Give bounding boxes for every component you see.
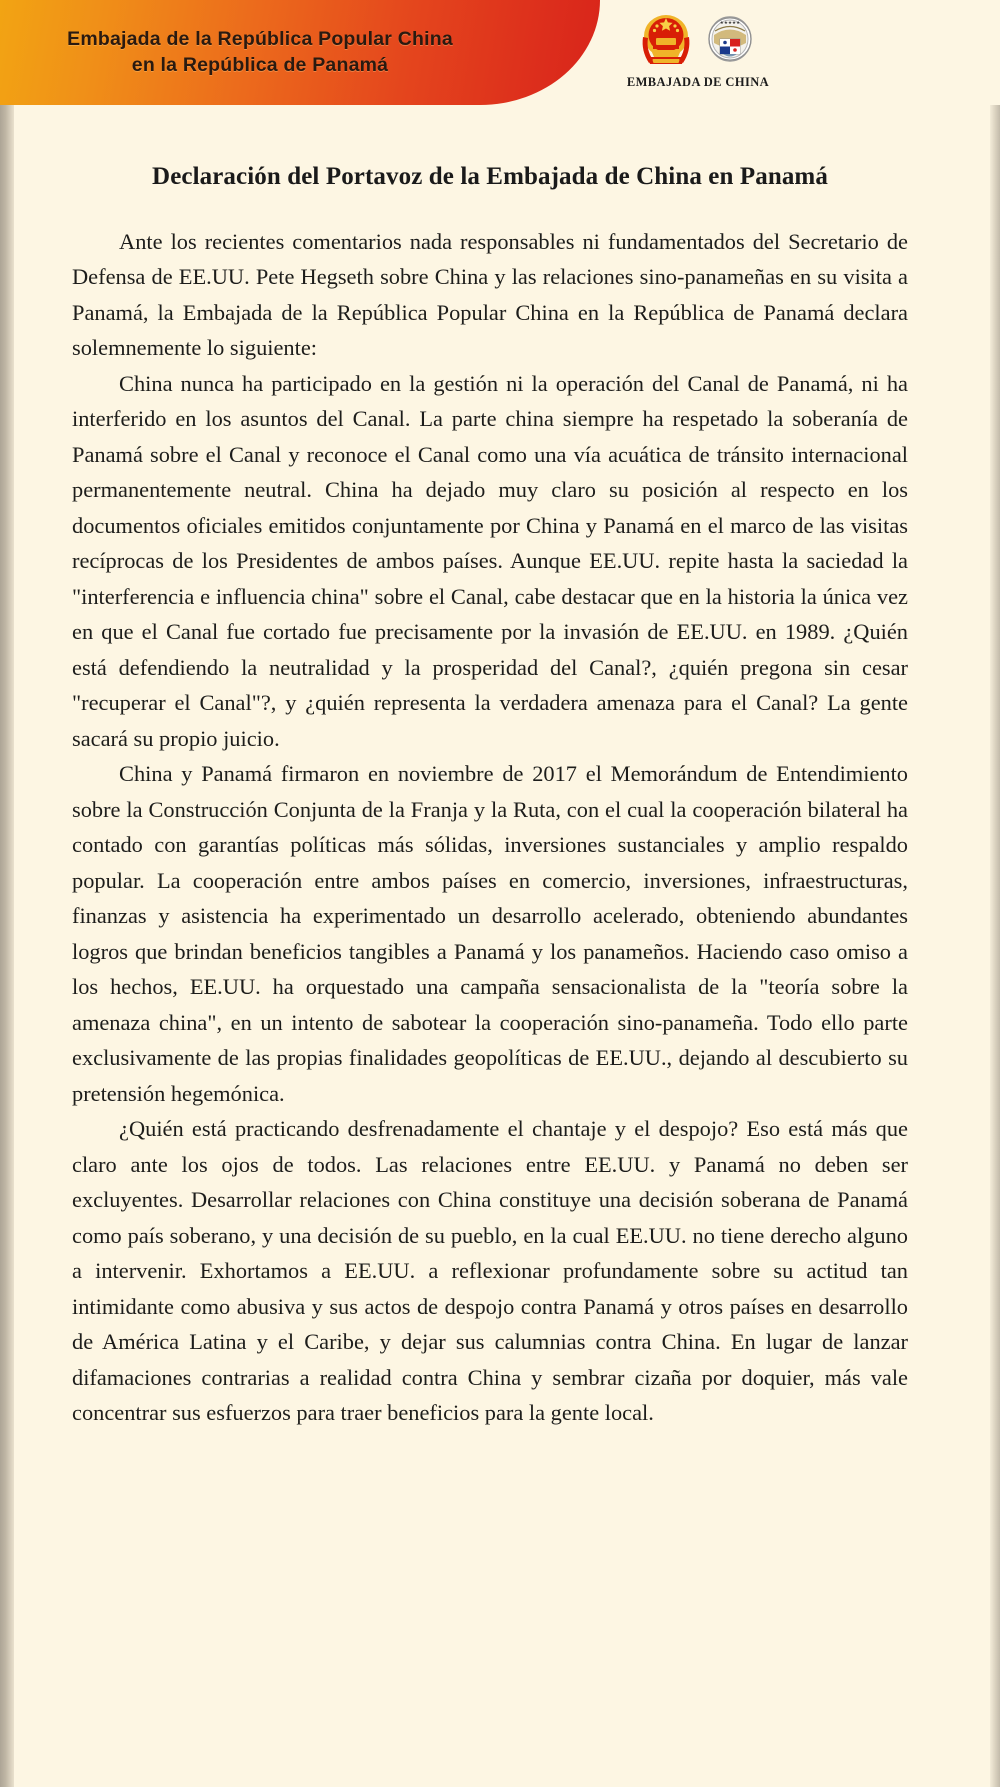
banner-title-line-1: Embajada de la República Popular China [67, 28, 453, 50]
svg-text:★★★★★: ★★★★★ [719, 20, 741, 25]
emblem-group [618, 6, 778, 90]
site-header-banner [0, 0, 1000, 105]
paragraph: China y Panamá firmaron en noviembre de 2017 el Memorándum de Entendimiento sobre la Construcción Conjunta de la Franja y la Ruta, con el cual la cooperación bilateral ha contado con garantías políticas más sólidas, inversiones sustanciales y amplio respaldo popular. La cooperación entre ambos países en comercio, inversiones, infraestructuras, finanzas y asistencia ha experimentado un desarrollo acelerado, obteniendo abundantes logros que brindan beneficios tangibles a Panamá y los panameños. Haciendo caso omiso a los hechos, EE.UU. ha orquestado una campaña sensacionalista de la "teoría sobre la amenaza china", en un intento de sabotear la cooperación sino-panameña. Todo ello parte exclusivamente de las propias finalidades geopolíticas de EE.UU., dejando al descubierto su pretensión hegemónica. [72, 761, 908, 1106]
china-national-emblem-icon [637, 9, 695, 71]
paragraph: China nunca ha participado en la gestión ni la operación del Canal de Panamá, ni ha interferido en los asuntos del Canal. La parte china siempre ha respetado la soberanía de Panamá sobre el Canal y reconoce el Canal como una vía acuática de tránsito internacional permanentemente neutral. China ha dejado muy claro su posición al respecto en los documentos oficiales emitidos conjuntamente por China y Panamá en el marco de las visitas recíprocas de los Presidentes de ambos países. Aunque EE.UU. repite hasta la saciedad la "interferencia e influencia china" sobre el Canal, cabe destacar que en la historia la única vez en que el Canal fue cortado fue precisamente por la invasión de EE.UU. en 1989. ¿Quién está defendiendo la neutralidad y la prosperidad del Canal?, ¿quién pregona sin cesar "recuperar el Canal"?, y ¿quién representa la verdadera amenaza para el Canal? La gente sacará su propio juicio. [72, 370, 908, 751]
page-bottom-spacer [72, 1431, 908, 1611]
document-body [0, 161, 1000, 1611]
banner-title [0, 26, 520, 78]
banner-title-line-2: en la República de Panamá [131, 54, 389, 76]
embassy-caption: EMBAJADA DE CHINA [626, 75, 770, 89]
page-title: Declaración del Portavoz de la Embajada de China en Panamá [152, 163, 828, 190]
statement-text [72, 224, 908, 1431]
paragraph: ¿Quién está practicando desfrenadamente el chantaje y el despojo? Eso está más que claro ante los ojos de todos. Las relaciones entre EE.UU. y Panamá no deben ser excluyentes. Desarrollar relaciones con China constituye una decisión soberana de Panamá como país soberano, y una decisión de su pueblo, en la cual EE.UU. no tiene derecho alguno a intervenir. Exhortamos a EE.UU. a reflexionar profundamente sobre su actitud tan intimidante como abusiva y sus actos de despojo contra Panamá y otros países en desarrollo de América Latina y el Caribe, y dejar sus calumnias contra China. En lugar de lanzar difamaciones contrarias a realidad contra China y sembrar cizaña por doquier, más vale concentrar sus esfuerzos para traer beneficios para la gente local. [72, 1116, 908, 1425]
emblem-row [618, 6, 778, 74]
paragraph: Ante los recientes comentarios nada responsables ni fundamentados del Secretario de Defensa de EE.UU. Pete Hegseth sobre China y las relaciones sino-panameñas en su visita a Panamá, la Embajada de la República Popular China en la República de Panamá declara solemnemente lo siguiente: [72, 228, 908, 360]
embassy-circular-seal-icon [701, 9, 759, 71]
